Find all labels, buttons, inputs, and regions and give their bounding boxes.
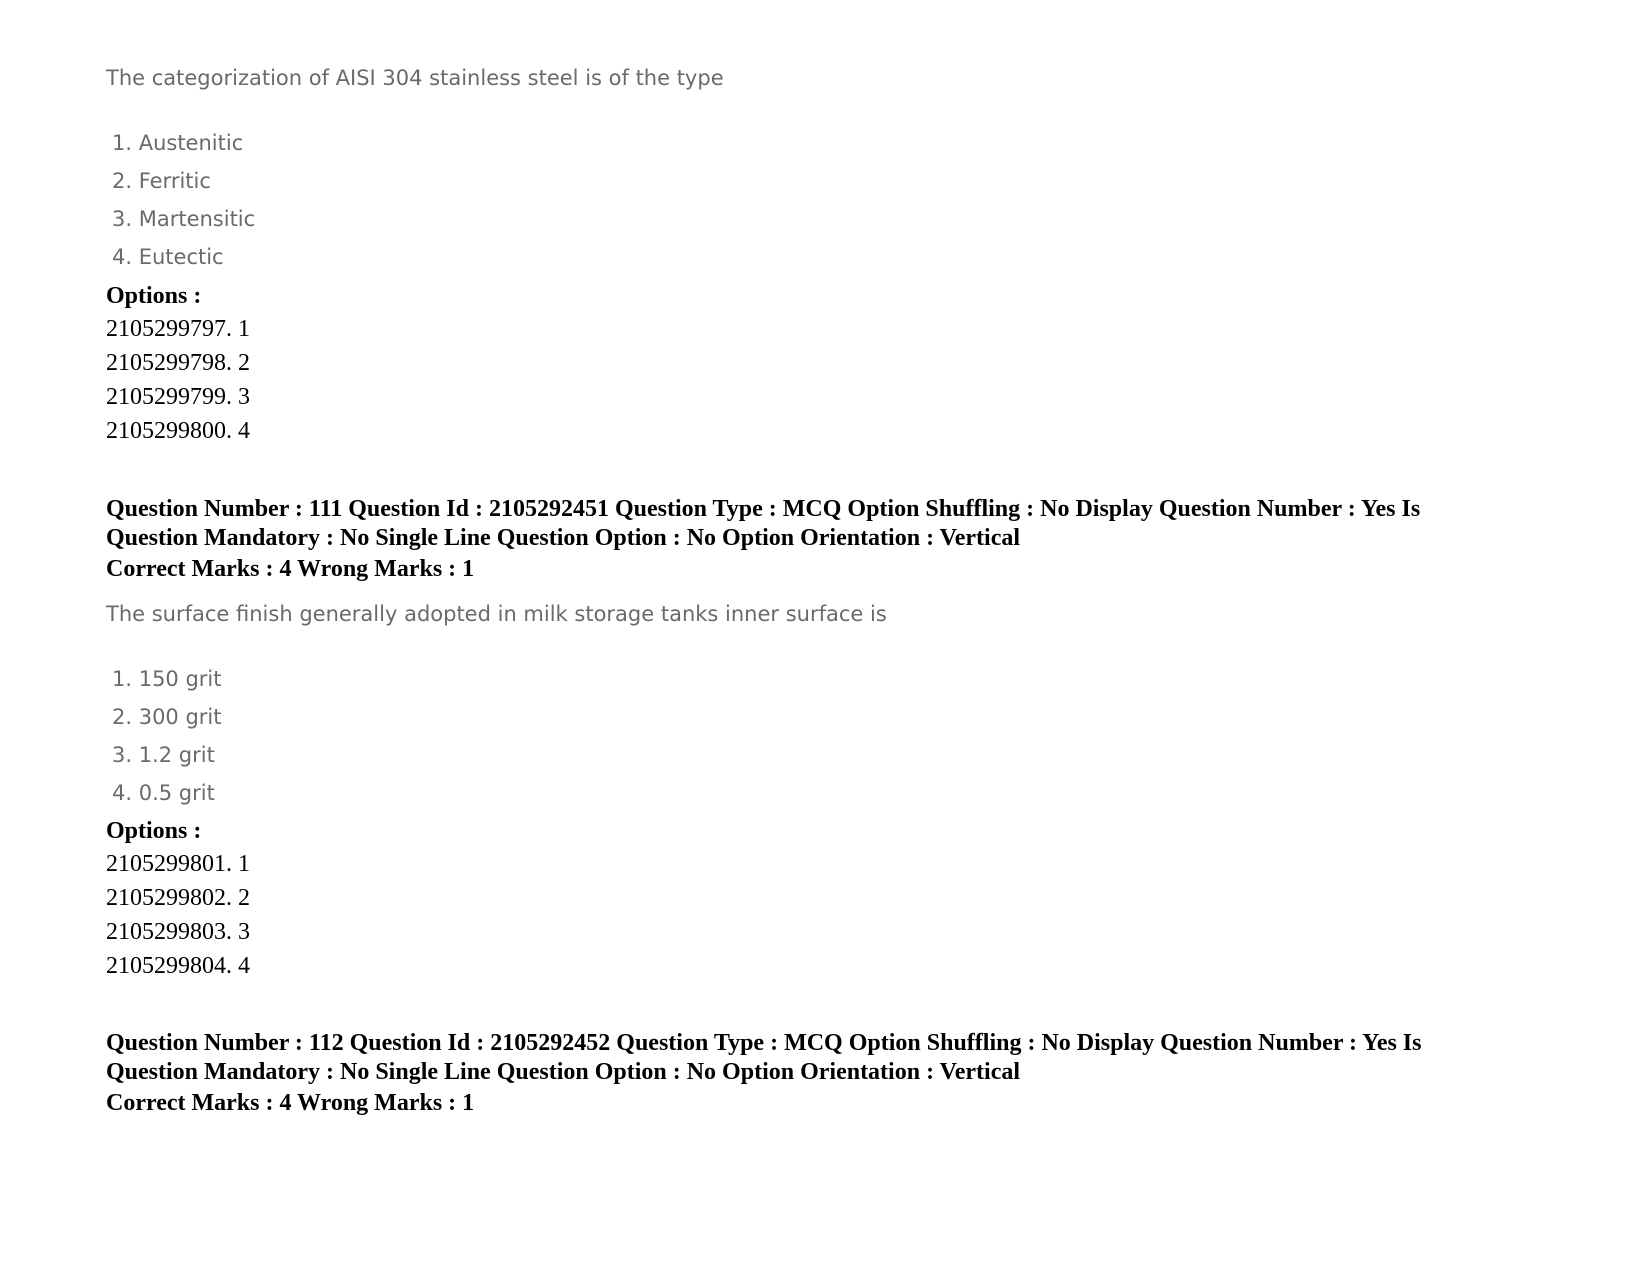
choice-item: 2. Ferritic — [112, 169, 211, 193]
question-112-marks: Correct Marks : 4 Wrong Marks : 1 — [106, 1090, 475, 1116]
question-112-block — [106, 1029, 1556, 1119]
option-id-item: 2105299802. 2 — [106, 885, 250, 911]
question-111-choices — [106, 660, 1556, 812]
question-110-choices — [106, 124, 1556, 276]
question-111-block — [106, 495, 1556, 585]
choice-item: 1. 150 grit — [112, 667, 222, 691]
options-label: Options : — [106, 818, 202, 844]
option-id-item: 2105299801. 1 — [106, 851, 250, 877]
choice-item: 1. Austenitic — [112, 131, 244, 155]
option-id-item: 2105299797. 1 — [106, 316, 250, 342]
question-110-options — [106, 280, 1556, 448]
option-id-item: 2105299798. 2 — [106, 350, 250, 376]
choice-item: 3. 1.2 grit — [112, 743, 215, 767]
question-111-text: The surface finish generally adopted in milk storage tanks inner surface is — [106, 602, 887, 626]
question-111-meta: Question Number : 111 Question Id : 2105292451 Question Type : MCQ Option Shuffling : No Display Question Number : Yes Is Question Mandatory : No Single Line Question Option : No Option Orientation : Vertical — [106, 496, 1421, 551]
option-id-item: 2105299800. 4 — [106, 418, 250, 444]
choice-item: 4. Eutectic — [112, 245, 224, 269]
option-id-item: 2105299803. 3 — [106, 919, 250, 945]
question-111-marks: Correct Marks : 4 Wrong Marks : 1 — [106, 556, 475, 582]
question-111-options — [106, 815, 1556, 983]
options-label: Options : — [106, 283, 202, 309]
question-110-block — [106, 64, 1556, 92]
choice-item: 3. Martensitic — [112, 207, 256, 231]
option-id-item: 2105299804. 4 — [106, 953, 250, 979]
choice-item: 4. 0.5 grit — [112, 781, 215, 805]
option-id-item: 2105299799. 3 — [106, 384, 250, 410]
choice-item: 2. 300 grit — [112, 705, 222, 729]
question-110-text: The categorization of AISI 304 stainless steel is of the type — [106, 66, 724, 90]
question-111-question — [106, 600, 1556, 628]
question-112-meta: Question Number : 112 Question Id : 2105292452 Question Type : MCQ Option Shuffling : No Display Question Number : Yes Is Question Mandatory : No Single Line Question Option : No Option Orientation : Vertical — [106, 1030, 1422, 1085]
